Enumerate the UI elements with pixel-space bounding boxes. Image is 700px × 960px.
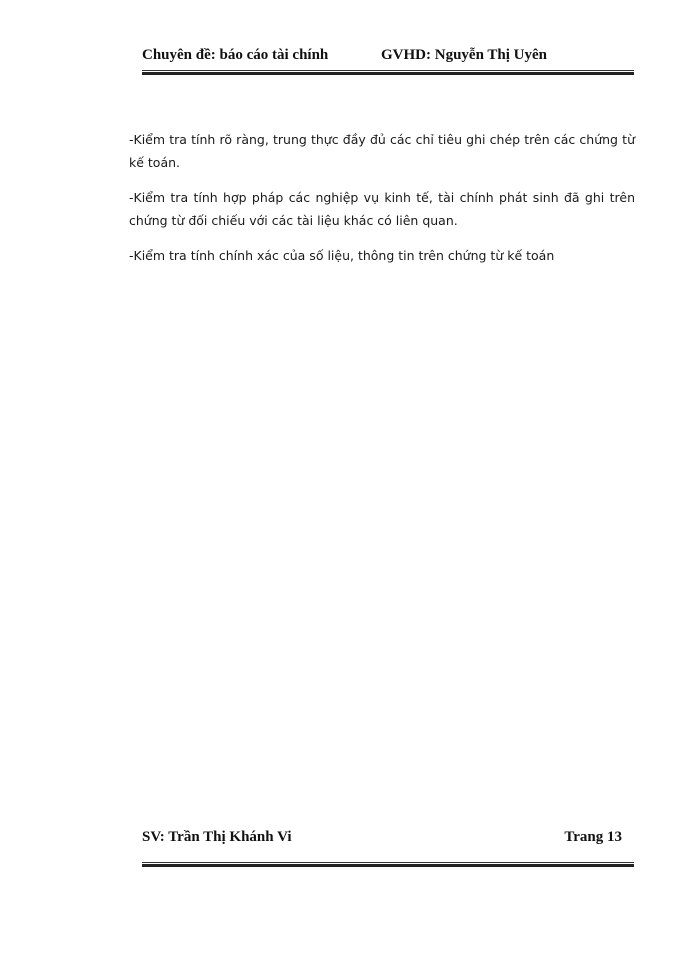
document-body [129,128,635,279]
footer-student: SV: Trần Thị Khánh Vi [142,829,292,845]
header-divider [142,70,634,75]
paragraph-3: -Kiểm tra tính chính xác của số liệu, thông tin trên chứng từ kế toán [129,248,555,263]
paragraph-1: -Kiểm tra tính rõ ràng, trung thực đầy đủ các chỉ tiêu ghi chép trên các chứng từ kế toán. [129,132,635,170]
footer-divider [142,862,634,867]
header-supervisor: GVHD: Nguyễn Thị Uyên [381,47,547,63]
page-footer [142,826,622,848]
footer-page-number: Trang 13 [564,829,622,845]
page-header [142,44,634,66]
paragraph-2: -Kiểm tra tính hợp pháp các nghiệp vụ kinh tế, tài chính phát sinh đã ghi trên chứng từ đối chiếu với các tài liệu khác có liên quan. [129,190,635,228]
header-topic: Chuyên đề: báo cáo tài chính [142,47,329,63]
